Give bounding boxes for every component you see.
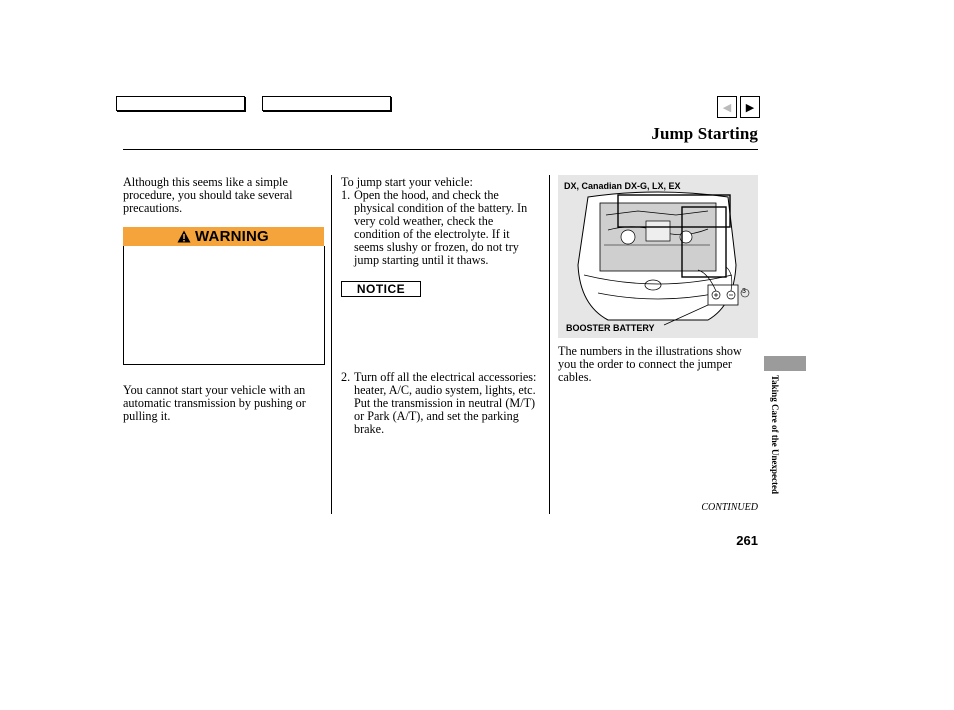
warning-box	[123, 246, 325, 365]
header-rule	[123, 149, 758, 150]
warning-header	[123, 227, 324, 246]
triangle-right-icon: ▶	[745, 100, 755, 114]
next-page-button[interactable]	[740, 96, 760, 118]
illustration-note: The numbers in the illustrations show you the order to connect the jumper cables.	[558, 344, 742, 384]
callout-3: 3	[742, 288, 746, 295]
steps-lead: To jump start your vehicle:	[341, 175, 473, 189]
engine-bay-figure	[558, 175, 758, 338]
step-text: Open the hood, and check the physical condition of the battery. In very cold weather, check the condition of the electrolyte. If it seems slushy or frozen, do not try jump starting until it thaws.	[354, 188, 528, 267]
nav-button-2[interactable]	[262, 96, 391, 111]
engine-bay-illustration	[558, 175, 758, 338]
triangle-left-icon: ◀	[722, 100, 732, 114]
automatic-transmission-note: You cannot start your vehicle with an automatic transmission by pushing or pulling it.	[123, 383, 306, 423]
page-title: Jump Starting	[651, 124, 758, 143]
intro-paragraph: Although this seems like a simple procedure, you should take several precautions.	[123, 175, 293, 215]
notice-label: NOTICE	[341, 281, 421, 297]
step-2	[341, 371, 539, 436]
section-tab	[764, 356, 806, 371]
figure-caption: DX, Canadian DX-G, LX, EX	[564, 181, 681, 191]
step-number: 1.	[341, 188, 351, 202]
step-1	[341, 189, 541, 267]
warning-triangle-icon	[177, 230, 191, 243]
nav-button-1[interactable]	[116, 96, 245, 111]
previous-page-button[interactable]	[717, 96, 737, 118]
column-divider-2	[549, 175, 550, 514]
steps-column	[341, 176, 541, 267]
continued-label: CONTINUED	[701, 502, 758, 513]
step-number: 2.	[341, 370, 351, 384]
step-text: Turn off all the electrical accessories: heater, A/C, audio system, lights, etc. Put the transmission in neutral (M/T) or Park (A/T), and set the parking brake.	[354, 370, 537, 436]
page-number: 261	[736, 533, 758, 548]
section-title: Taking Care of the Unexpected	[770, 375, 780, 494]
booster-battery-label: BOOSTER BATTERY	[566, 323, 655, 333]
warning-label: WARNING	[195, 228, 269, 245]
column-divider-1	[331, 175, 332, 514]
